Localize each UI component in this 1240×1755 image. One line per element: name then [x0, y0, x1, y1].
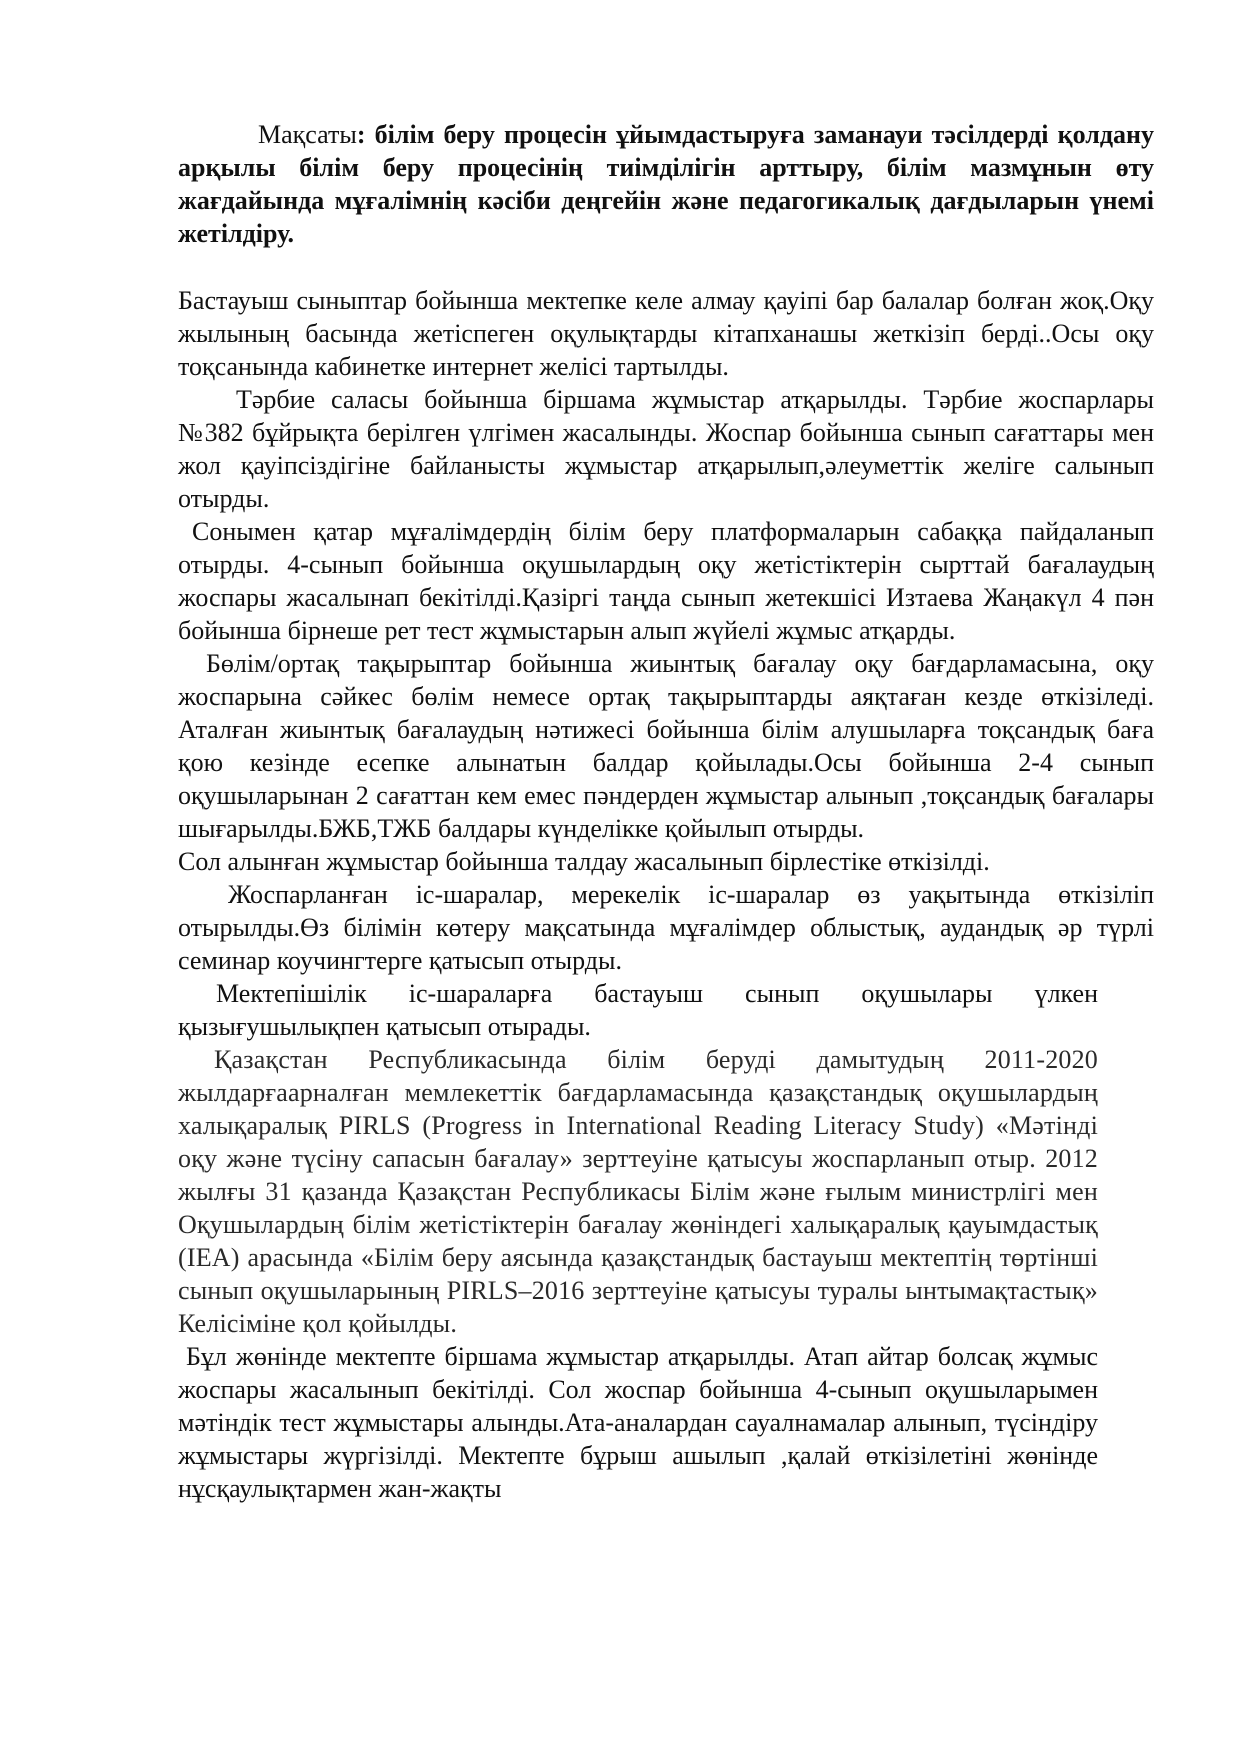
goal-statement: [178, 118, 1154, 250]
goal-separator: :: [356, 120, 375, 149]
document-body: [178, 118, 1154, 1505]
paragraph-planned-events: Жоспарланған іс-шаралар, мерекелік іс-шаралар өз уақытында өткізіліп отырылды.Өз білімін көтеру мақсатында мұғалімдер облыстық, аудандық әр түрлі семинар коучингтерге қатысып отырды.: [178, 880, 1154, 975]
paragraph-upbringing-work: Тәрбие саласы бойынша біршама жұмыстар атқарылды. Тәрбие жоспарлары №382 бұйрықта берілген үлгімен жасалынды. Жоспар бойынша сынып сағаттары мен жол қауіпсіздігіне байланысты жұмыстар атқарылып,әлеуметтік желіге салынып отырды.: [178, 385, 1154, 513]
paragraph-school-work: Бұл жөнінде мектепте біршама жұмыстар атқарылды. Атап айтар болсақ жұмыс жоспары жасалынып бекітілді. Сол жоспар бойынша 4-сынып оқушыларымен мәтіндік тест жұмыстары алынды.Ата-аналардан сауалнамалар алынып, түсіндіру жұмыстары жүргізілді. Мектепте бұрыш ашылып ,қалай өткізілетіні жөнінде нұсқаулықтармен жан-жақты: [178, 1342, 1098, 1503]
goal-label: Мақсаты: [258, 120, 357, 149]
paragraph-no-absence-risk: Бастауыш сыныптар бойынша мектепке келе алмау қауіпі бар балалар болған жоқ.Оқу жылының басында жетіспеген оқулықтарды кітапханашы жеткізіп берді..Осы оқу тоқсанында кабинетке интернет желісі тартылды.: [178, 286, 1154, 381]
paragraph-pirls-agreement: Қазақстан Республикасында білім беруді дамытудың 2011-2020 жылдарғаарналған мемлекеттік бағдарламасында қазақстандық оқушылардың халықаралық PIRLS (Progress in International Reading Literacy Study) «Мәтінді оқу және түсіну сапасын бағалау» зерттеуіне қатысуы жоспарланып отыр. 2012 жылғы 31 қазанда Қазақстан Республикасы Білім және ғылым министрлігі мен Оқушылардың білім жетістіктерін бағалау жөніндегі халықаралық қауымдастық (IEA) арасында «Білім беру аясында қазақстандық бастауыш мектептің төртінші сынып оқушыларының PIRLS–2016 зерттеуіне қатысуы туралы ынтымақтастық» Келісіміне қол қойылды.: [178, 1045, 1098, 1338]
paragraph-education-platforms: Сонымен қатар мұғалімдердің білім беру платформаларын сабаққа пайдаланып отырды. 4-сынып бойынша оқушылардың оқу жетістіктерін сырттай бағалаудың жоспары жасалынап бекітілді.Қазіргі таңда сынып жетекшісі Изтаева Жаңакүл 4 пән бойынша бірнеше рет тест жұмыстарын алып жүйелі жұмыс атқарды.: [178, 517, 1154, 645]
goal-text: білім беру процесін ұйымдастыруға заманауи тәсілдерді қолдану арқылы білім беру процесінің тиімділігін арттыру, білім мазмұнын өту жағдайында мұғалімнің кәсіби деңгейін және педагогикалық дағдыларын үнемі жетілдіру.: [178, 120, 1154, 248]
paragraph-analysis: Сол алынған жұмыстар бойынша талдау жасалынып бірлестіке өткізілді.: [178, 847, 990, 876]
paragraph-summative-assessment: Бөлім/ортақ тақырыптар бойынша жиынтық бағалау оқу бағдарламасына, оқу жоспарына сәйкес бөлім немесе ортақ тақырыптарды аяқтаған кезде өткізіледі. Аталған жиынтық бағалаудың нәтижесі бойынша білім алушыларға тоқсандық баға қою кезінде есепке алынатын балдар қойылады.Осы бойынша 2-4 сынып оқушыларынан 2 сағаттан кем емес пәндерден жұмыстар алынып ,тоқсандық бағалары шығарылды.БЖБ,ТЖБ балдары күнделікке қойылып отырды.: [178, 649, 1154, 843]
paragraph-school-events: Мектепішілік іс-шараларға бастауыш сынып оқушылары үлкен қызығушылықпен қатысып отырады.: [178, 979, 1098, 1041]
